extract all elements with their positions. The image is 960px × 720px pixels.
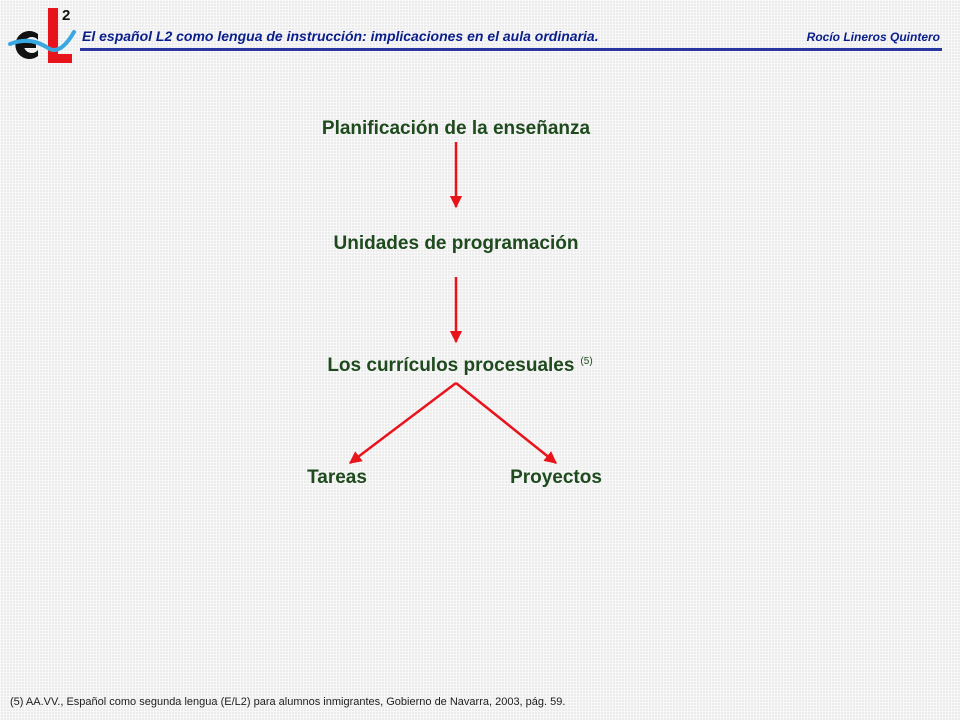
arrow-curriculos-to-proyectos — [456, 383, 556, 463]
footnote: (5) AA.VV., Español como segunda lengua (E/L2) para alumnos inmigrantes, Gobierno de Navarra, 2003, pág. 59. — [10, 696, 566, 708]
node-unidades-label: Unidades de programación — [333, 233, 579, 254]
node-tareas — [296, 467, 378, 489]
node-proyectos-label: Proyectos — [510, 467, 602, 488]
node-curriculos-label: Los currículos procesuales — [327, 355, 575, 376]
arrow-curriculos-to-tareas — [350, 383, 456, 463]
logo-superscript: 2 — [62, 7, 71, 24]
header-author: Rocío Lineros Quintero — [806, 30, 940, 44]
node-planificacion-label: Planificación de la enseñanza — [321, 118, 591, 139]
node-unidades — [300, 233, 612, 255]
node-planificacion — [300, 118, 612, 140]
node-curriculos — [290, 355, 630, 377]
node-proyectos — [500, 467, 612, 489]
node-tareas-label: Tareas — [307, 467, 367, 488]
footnote-reference: (5) — [580, 356, 593, 367]
header-title: El español L2 como lengua de instrucción: implicaciones en el aula ordinaria. — [82, 28, 599, 44]
